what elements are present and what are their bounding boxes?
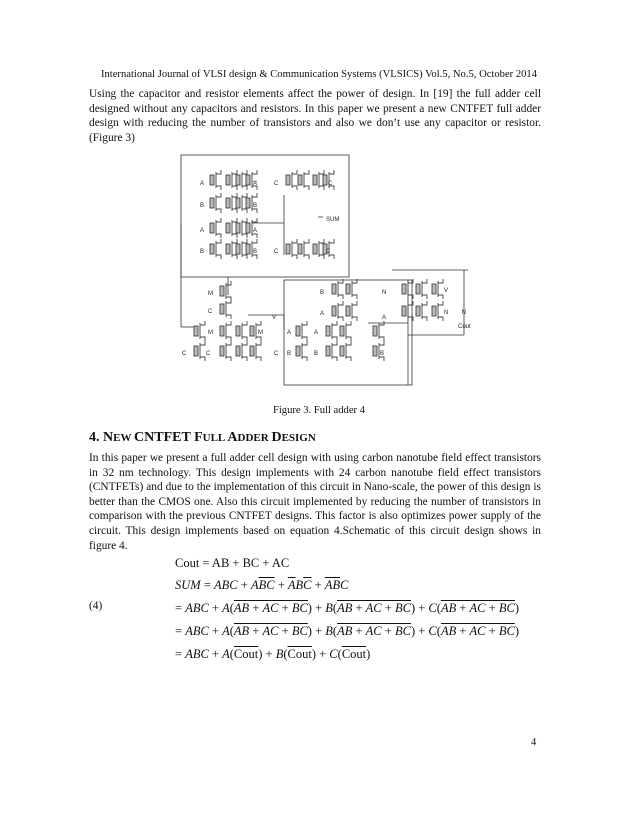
transistor-gate	[226, 175, 230, 185]
transistor-gate	[416, 284, 420, 294]
transistor-gate	[250, 326, 254, 336]
transistor-channel	[216, 239, 221, 259]
transistor-channel	[438, 279, 443, 299]
label-v-bar: V	[444, 288, 449, 294]
full-adder-schematic	[168, 155, 471, 400]
equation-line-3: = ABC + A(AB + AC + BC) + B(AB + AC + BC) + C(AB + AC + BC)	[175, 601, 519, 615]
transistor-gate	[194, 326, 198, 336]
transistor-channel	[252, 170, 257, 190]
transistor-gate	[296, 346, 300, 356]
transistor-gate	[226, 244, 230, 254]
transistor-gate	[210, 198, 214, 208]
label-c-bar-4: C	[182, 351, 187, 357]
cout-bar-a: Cout	[233, 647, 259, 661]
transistor-gate	[220, 346, 224, 356]
label-b: B	[253, 203, 258, 209]
transistor-channel	[292, 170, 297, 190]
transistor-gate	[346, 306, 350, 316]
transistor-channel	[422, 301, 427, 321]
transistor-channel	[329, 170, 334, 190]
transistor-gate	[236, 223, 240, 233]
section-title-3-small: ULL	[202, 432, 228, 444]
transistor-gate	[432, 306, 436, 316]
transistor-channel	[226, 281, 231, 301]
transistor-gate	[373, 326, 377, 336]
intro-paragraph: Using the capacitor and resistor elements affect the power of design. In [19] the full adder cell designed without any capacitors and resistors. In this paper we present a new CNTFET full adder design with reducing the number of transistors and also we don’t use any capacitor or resistor. (Figure 3)	[89, 88, 541, 144]
transistor-gate	[226, 198, 230, 208]
running-header: International Journal of VLSI design & Communication Systems (VLSICS) Vol.5, No.5, October 2014	[100, 69, 538, 80]
label-a-4: A	[287, 330, 292, 336]
body-paragraph: In this paper we present a full adder cell design with using carbon nanotube field effect transistors in 32 nm technology. This design implements with 24 carbon nanotube field effect transistors (CNTFETs) and due to the implementation of this circuit in Nano-scale, the power of this design is better than the CMOS one. Also this circuit implemented by reducing the number of transistors in comparison with the previous CNTFET designs. This factor is also optimizes power supply of the circuit. This design implements based on equation 4.Schematic of this circuit design shows in figure 4.	[89, 452, 541, 552]
section-title-5-big: D	[271, 430, 282, 445]
transistor-gate	[298, 244, 302, 254]
label-a-2: A	[200, 228, 205, 234]
transistor-gate	[226, 223, 230, 233]
transistor-gate	[313, 175, 317, 185]
transistor-gate	[326, 326, 330, 336]
section-title-4-small: DDER	[237, 432, 272, 444]
transistor-gate	[236, 326, 240, 336]
transistor-gate	[298, 175, 302, 185]
label-a-7: A	[382, 315, 387, 321]
label-n-2: N	[444, 310, 449, 316]
label-n: N	[382, 290, 387, 296]
transistor-gate	[220, 326, 224, 336]
label-m-bar-2: M	[258, 330, 263, 336]
transistor-gate	[326, 346, 330, 356]
transistor-channel	[304, 239, 309, 259]
label-c-bar: C	[328, 181, 333, 187]
transistor-channel	[379, 321, 384, 341]
transistor-channel	[346, 321, 351, 341]
transistor-gate	[340, 346, 344, 356]
transistor-gate	[210, 244, 214, 254]
label-m-bar: M	[208, 291, 213, 297]
transistor-gate	[210, 223, 214, 233]
label-c-bar-3: C	[208, 309, 213, 315]
transistor-channel	[216, 218, 221, 238]
label-cout: Cout	[458, 324, 471, 330]
transistor-channel	[216, 193, 221, 213]
transistor-gate	[296, 326, 300, 336]
label-b-bar-2: B	[200, 249, 205, 255]
label-b-3: B	[314, 351, 319, 357]
transistor-gate	[402, 306, 406, 316]
transistor-channel	[226, 299, 231, 319]
label-a: A	[200, 181, 205, 187]
transistor-gate	[194, 346, 198, 356]
transistor-channel	[242, 341, 247, 361]
label-m: M	[208, 330, 213, 336]
transistor-channel	[256, 341, 261, 361]
equation-sum: SUM = ABC + $A\overline{BC} + \overline{A}B\overline{C} + \overline{AB}C$	[175, 578, 349, 592]
label-c-3: C	[274, 351, 279, 357]
label-sum: SUM	[326, 217, 340, 223]
label-b-bar: B	[200, 203, 205, 209]
transistor-gate	[246, 244, 250, 254]
page-number: 4	[531, 737, 537, 748]
transistor-channel	[226, 341, 231, 361]
label-b-bar-3: B	[287, 351, 292, 357]
label-c-bar-2: C	[274, 249, 279, 255]
label-a-6: A	[320, 311, 325, 317]
transistor-channel	[332, 321, 337, 341]
label-c-bar-5: C	[206, 351, 211, 357]
section-title-2-big: CNTFET	[134, 430, 195, 445]
figure-caption: Figure 3. Full adder 4	[272, 405, 366, 416]
transistor-channel	[242, 321, 247, 341]
label-b-bar-4: B	[320, 290, 325, 296]
label-a-5: A	[314, 330, 319, 336]
transistor-gate	[323, 175, 327, 185]
transistor-gate	[246, 175, 250, 185]
transistor-channel	[422, 279, 427, 299]
equation-number: (4)	[89, 600, 103, 612]
transistor-gate	[432, 284, 436, 294]
transistor-gate	[332, 284, 336, 294]
transistor-gate	[416, 306, 420, 316]
label-b-4: B	[380, 351, 385, 357]
transistor-channel	[338, 279, 343, 299]
section-title-3-big: F	[194, 430, 203, 445]
transistor-channel	[338, 301, 343, 321]
equation-line-5: = ABC + A(Cout) + B(Cout) + C(Cout)	[175, 647, 371, 661]
section-number: 4.	[89, 430, 100, 445]
transistor-gate	[236, 244, 240, 254]
transistor-gate	[402, 284, 406, 294]
transistor-gate	[246, 198, 250, 208]
section-title-4-big: A	[227, 430, 238, 445]
label-c: C	[274, 181, 279, 187]
transistor-gate	[346, 284, 350, 294]
transistor-channel	[302, 321, 307, 341]
transistor-channel	[200, 341, 205, 361]
sum-symbol: SUM	[175, 578, 201, 592]
transistor-gate	[286, 175, 290, 185]
transistor-channel	[352, 279, 357, 299]
transistor-gate	[313, 244, 317, 254]
transistor-channel	[292, 239, 297, 259]
section-heading	[89, 430, 316, 446]
label-n-3: N	[461, 310, 466, 316]
transistor-channel	[302, 341, 307, 361]
transistor-channel	[438, 301, 443, 321]
transistor-gate	[332, 306, 336, 316]
label-v: V	[272, 315, 277, 321]
transistor-channel	[352, 301, 357, 321]
equation-line-4: = ABC + A(AB + AC + BC) + B(AB + AC + BC) + C(AB + AC + BC)	[175, 624, 519, 638]
label-a-bar: A	[253, 181, 258, 187]
transistor-channel	[304, 170, 309, 190]
transistor-channel	[332, 341, 337, 361]
transistor-gate	[236, 175, 240, 185]
transistor-gate	[250, 346, 254, 356]
section-title-1-small: EW	[113, 432, 135, 444]
transistor-gate	[340, 326, 344, 336]
transistor-channel	[216, 170, 221, 190]
cout-block-outline	[284, 280, 412, 385]
equation-cout: Cout = AB + BC + AC	[175, 556, 290, 570]
label-b-2: B	[253, 249, 258, 255]
transistor-channel	[346, 341, 351, 361]
transistor-gate	[286, 244, 290, 254]
cout-bar-c: Cout	[341, 647, 367, 661]
transistor-gate	[236, 346, 240, 356]
transistor-channel	[200, 321, 205, 341]
section-title-1-big: N	[103, 430, 114, 445]
transistor-gate	[246, 223, 250, 233]
label-a-3: A	[253, 228, 258, 234]
transistor-gate	[220, 304, 224, 314]
label-c-2: C	[326, 249, 331, 255]
transistor-gate	[220, 286, 224, 296]
cout-bar-b: Cout	[287, 647, 312, 661]
transistor-gate	[236, 198, 240, 208]
transistor-channel	[226, 321, 231, 341]
section-title-5-small: ESIGN	[281, 432, 316, 444]
transistor-gate	[210, 175, 214, 185]
transistor-gate	[373, 346, 377, 356]
